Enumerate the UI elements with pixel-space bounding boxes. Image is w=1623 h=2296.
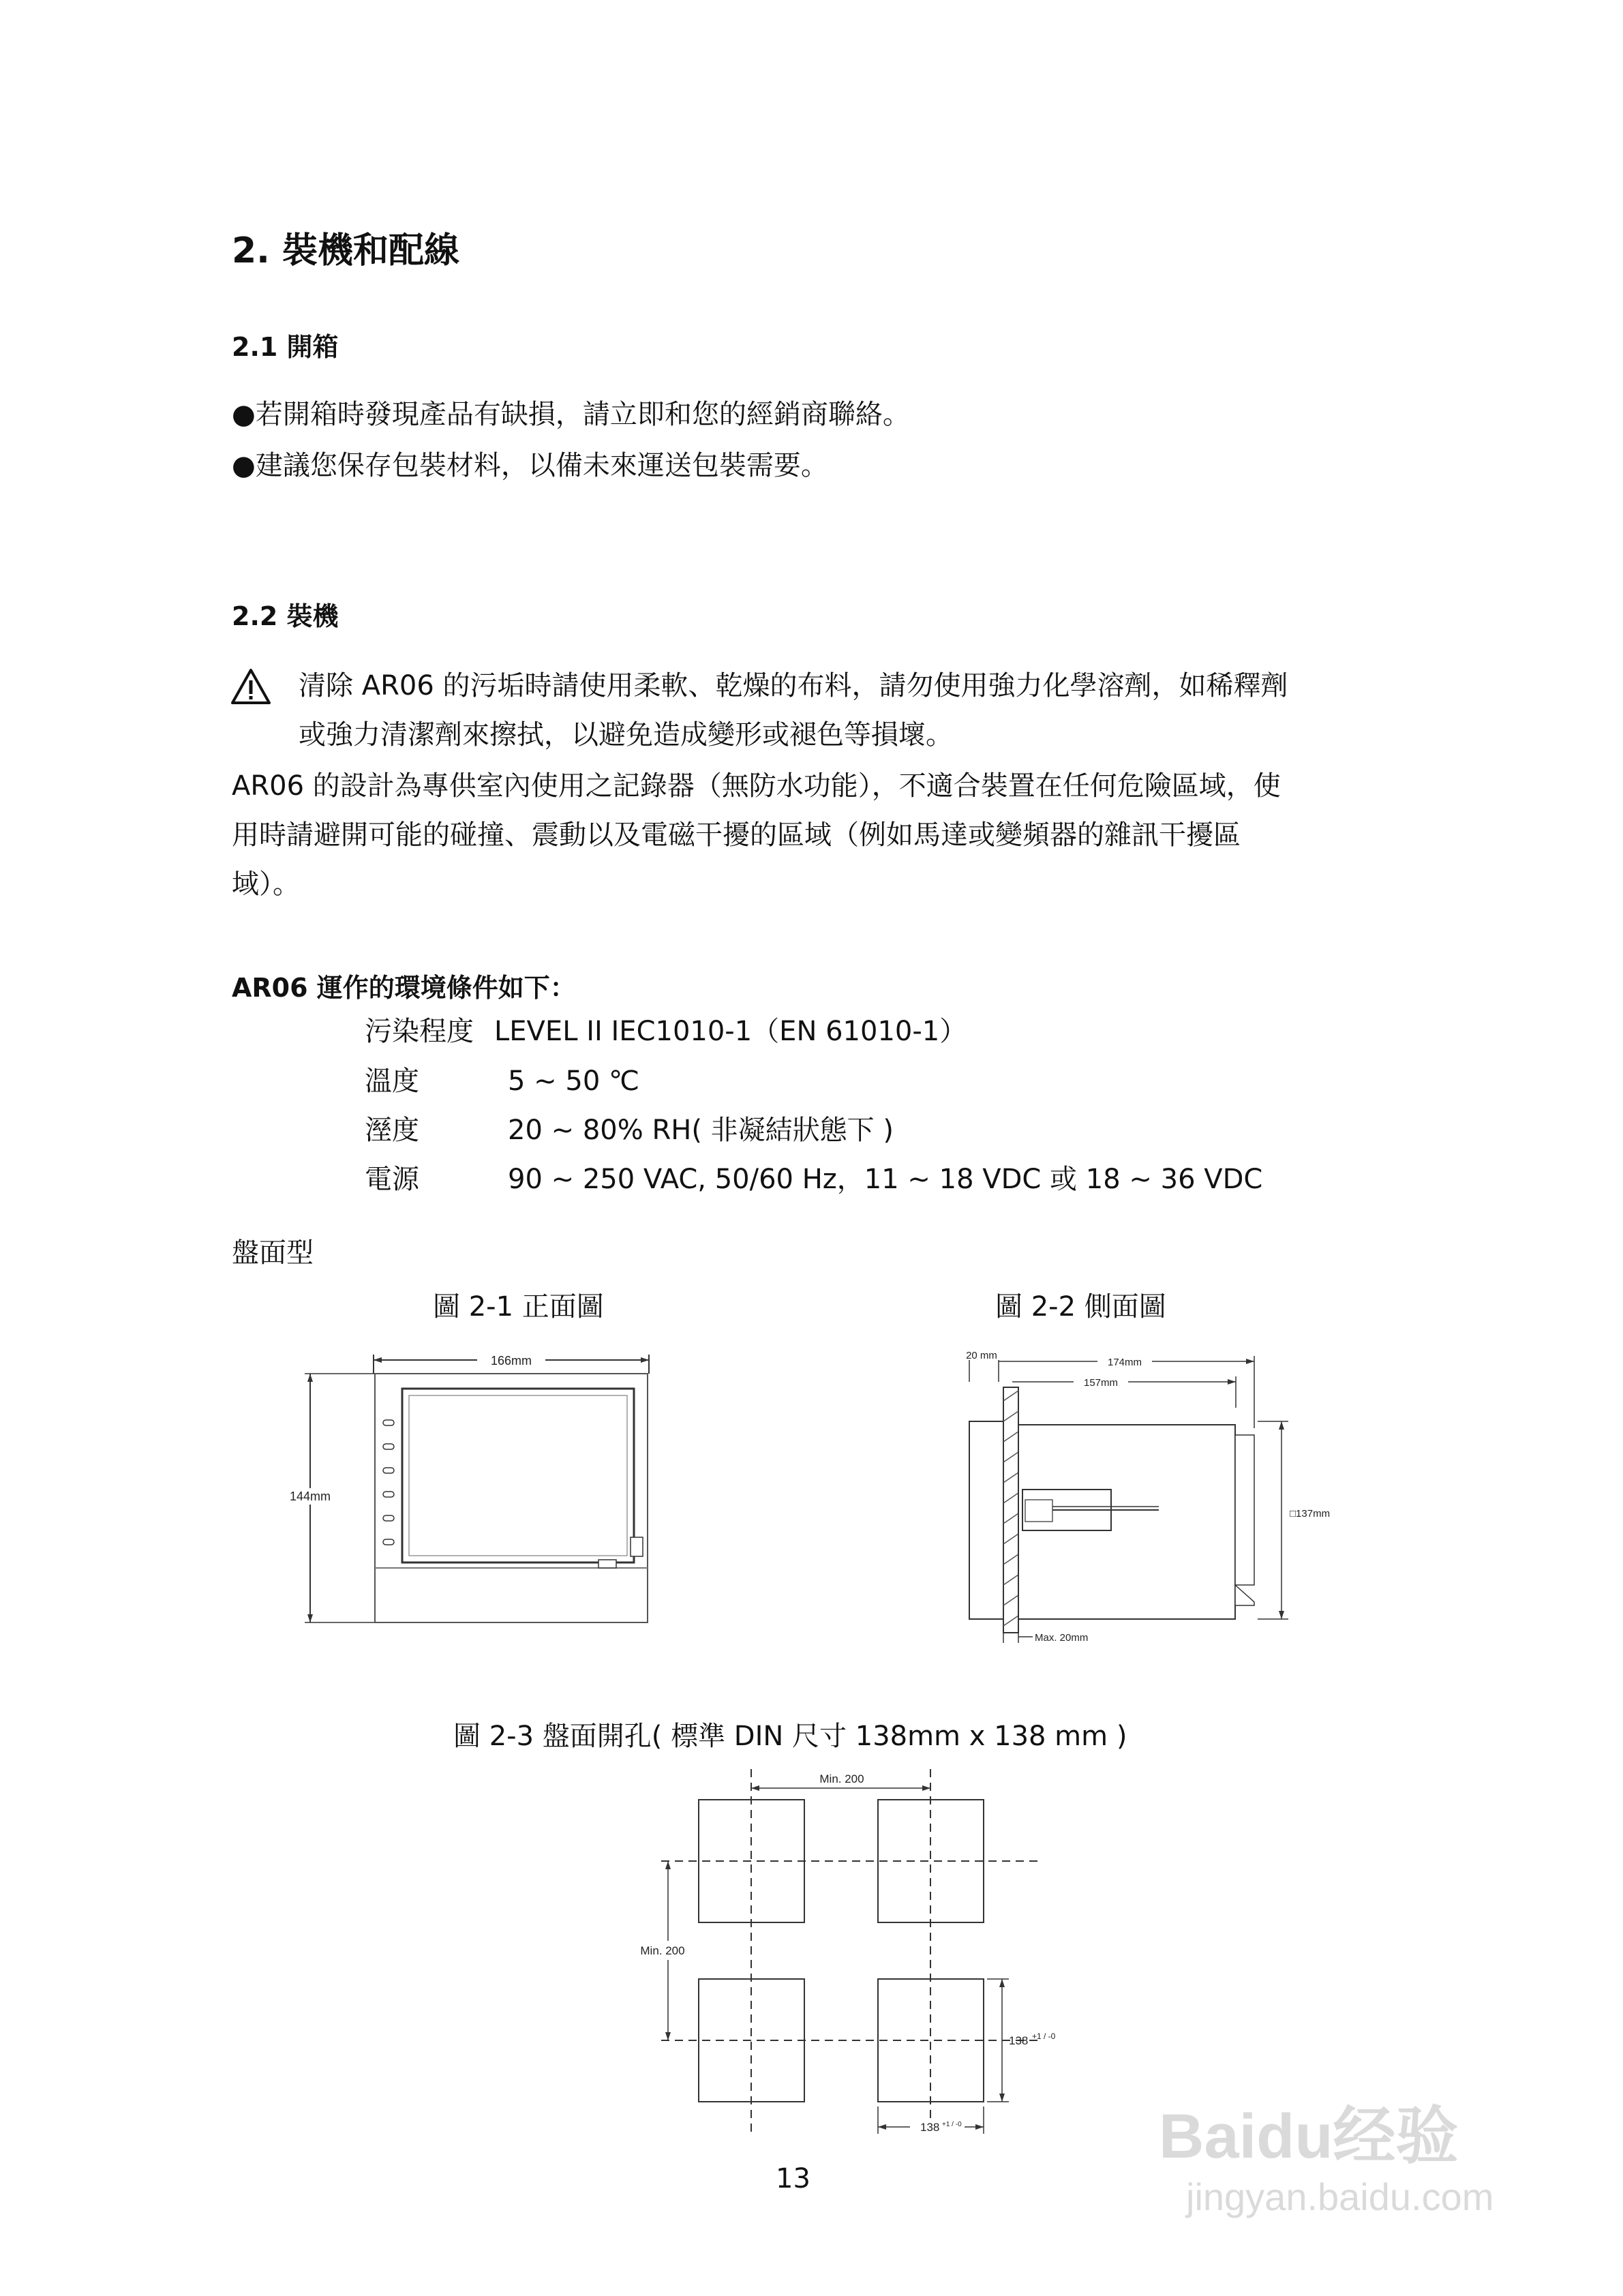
figure-caption: 圖 2-1 正面圖 bbox=[433, 1291, 604, 1323]
env-value: 20 ~ 80% RH( 非凝結狀態下 ) bbox=[508, 1115, 894, 1146]
section-title: 2. 裝機和配線 bbox=[232, 230, 460, 271]
env-value: 5 ~ 50 ℃ bbox=[508, 1066, 639, 1097]
env-title: AR06 運作的環境條件如下： bbox=[232, 973, 576, 1003]
subsection-title-unpacking: 2.1 開箱 bbox=[232, 332, 339, 362]
tolerance-label: +1 / -0 bbox=[942, 2121, 962, 2128]
height-label: □137mm bbox=[1290, 1508, 1331, 1520]
figure-caption: 圖 2-3 盤面開孔( 標準 DIN 尺寸 138mm x 138 mm ) bbox=[453, 1721, 1127, 1752]
bullet-item: ●建議您保存包裝材料，以備未來運送包裝需要。 bbox=[232, 450, 828, 481]
warning-icon bbox=[230, 668, 271, 705]
env-label: 溼度 bbox=[365, 1115, 419, 1146]
thickness-label: 20 mm bbox=[966, 1350, 997, 1361]
tolerance-label: +1 / -0 bbox=[1032, 2031, 1056, 2041]
env-label: 溫度 bbox=[365, 1066, 419, 1097]
min-spacing-label: Min. 200 bbox=[819, 1772, 864, 1785]
paragraph-line: AR06 的設計為專供室內使用之記錄器（無防水功能），不適合裝置在任何危險區域，使 bbox=[232, 770, 1281, 802]
max-depth-label: Max. 20mm bbox=[1035, 1632, 1089, 1644]
inner-depth-label: 157mm bbox=[1083, 1377, 1119, 1389]
cutout-size-label: 138 bbox=[1009, 2034, 1029, 2047]
env-label: 污染程度 bbox=[365, 1016, 474, 1047]
warning-text: 清除 AR06 的污垢時請使用柔軟、乾燥的布料，請勿使用強力化學溶劑，如稀釋劑 bbox=[299, 670, 1288, 701]
bullet-item: ●若開箱時發現產品有缺損，請立即和您的經銷商聯絡。 bbox=[232, 399, 910, 430]
cutout-size-label: 138 bbox=[920, 2121, 940, 2134]
subsection-title-installation: 2.2 裝機 bbox=[232, 601, 339, 631]
page-number: 13 bbox=[776, 2163, 810, 2194]
depth-label: 174mm bbox=[1107, 1357, 1142, 1368]
paragraph-line: 用時請避開可能的碰撞、震動以及電磁干擾的區域（例如馬達或變頻器的雜訊干擾區 bbox=[232, 819, 1241, 851]
side-view-diagram bbox=[954, 1333, 1350, 1646]
paragraph-line: 域）。 bbox=[232, 868, 300, 900]
env-value: LEVEL II IEC1010-1（EN 61010-1） bbox=[494, 1016, 967, 1047]
panel-cutout-diagram bbox=[600, 1762, 1091, 2151]
watermark-url: jingyan.baidu.com bbox=[1186, 2175, 1494, 2218]
width-label: 166mm bbox=[490, 1354, 532, 1368]
warning-text: 或強力清潔劑來擦拭，以避免造成變形或褪色等損壞。 bbox=[299, 719, 953, 751]
height-label: 144mm bbox=[289, 1490, 331, 1503]
min-spacing-label: Min. 200 bbox=[640, 1944, 685, 1957]
figure-caption: 圖 2-2 側面圖 bbox=[995, 1291, 1166, 1323]
panel-type-label: 盤面型 bbox=[232, 1237, 314, 1269]
env-value: 90 ~ 250 VAC, 50/60 Hz，11 ~ 18 VDC 或 18 ~ 36 VDC bbox=[508, 1164, 1263, 1195]
env-label: 電源 bbox=[365, 1164, 419, 1195]
front-view-diagram bbox=[273, 1333, 682, 1633]
watermark-brand: Baidu经验 bbox=[1159, 2102, 1459, 2171]
